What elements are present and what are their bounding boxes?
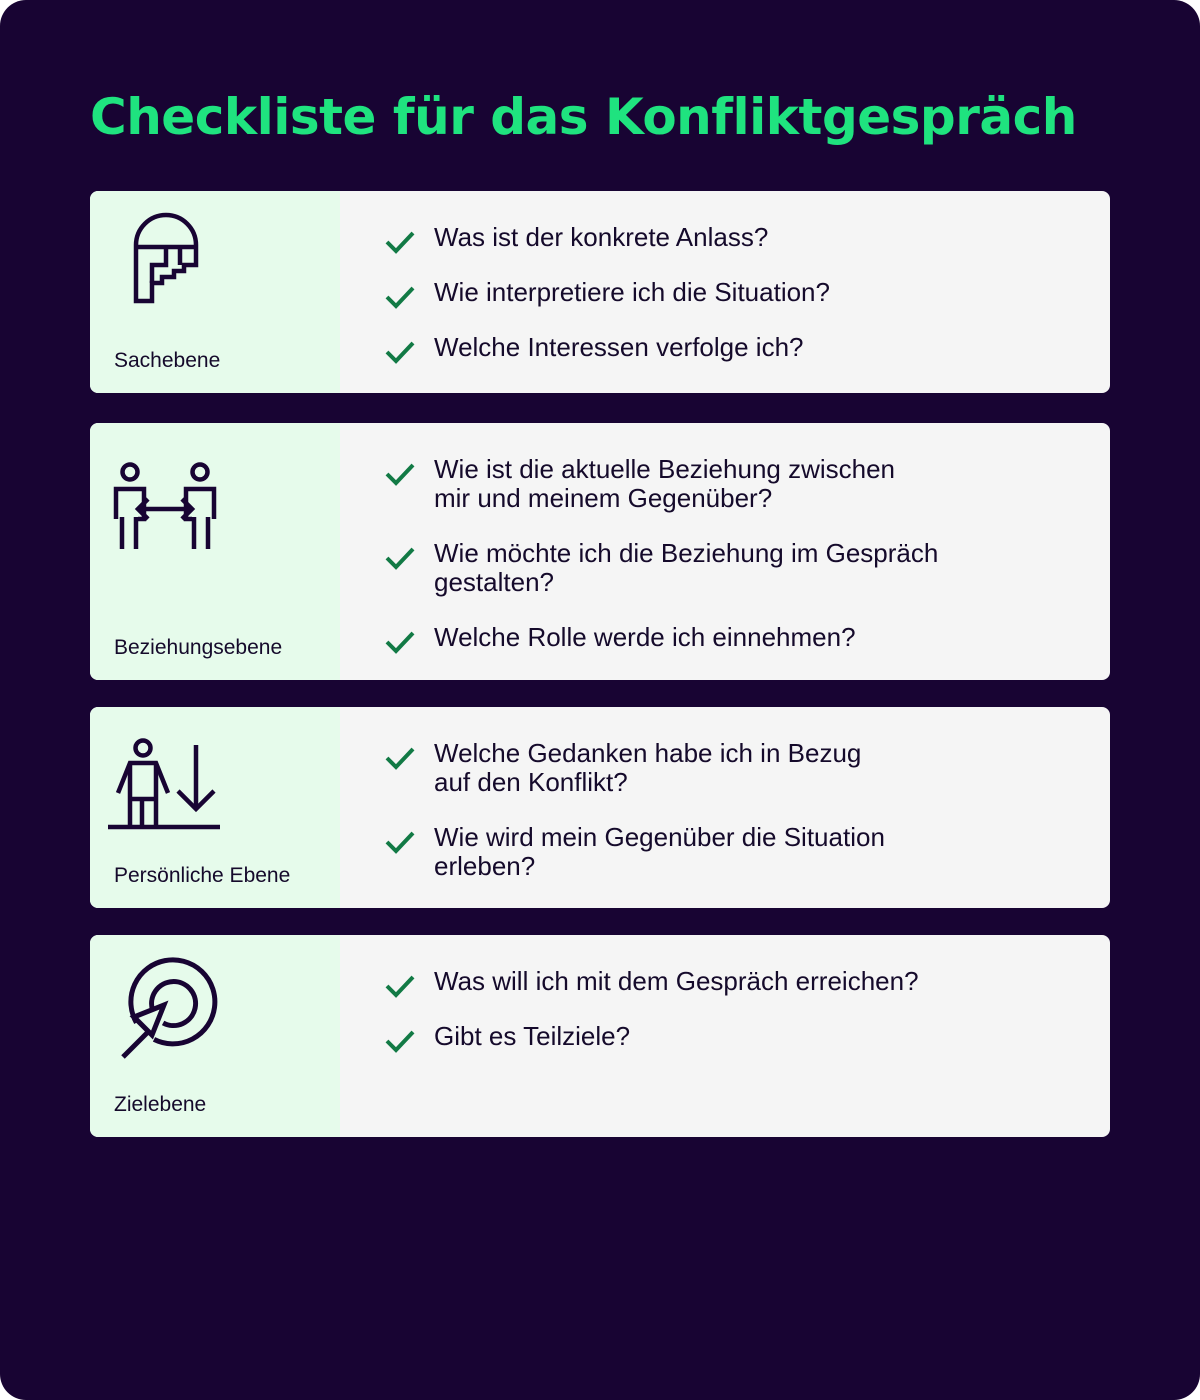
checklist [380, 223, 1070, 388]
check-icon [384, 461, 416, 487]
check-icon [384, 545, 416, 571]
check-icon [384, 629, 416, 655]
checklist-item-text: Wie interpretiere ich die Situation? [434, 277, 830, 307]
checklist [380, 967, 1070, 1077]
checklist-item-text: Was ist der konkrete Anlass? [434, 222, 769, 252]
check-icon [384, 829, 416, 855]
checklist-item-text: Welche Gedanken habe ich in Bezug auf den Konflikt? [434, 738, 862, 797]
check-icon [384, 229, 416, 255]
card-label: Beziehungsebene [114, 636, 283, 659]
two-people-arrow-icon [106, 439, 226, 549]
card-side [90, 935, 340, 1137]
checklist-item-text: Was will ich mit dem Gespräch erreichen? [434, 966, 919, 996]
checklist-item [380, 223, 1070, 252]
card-label: Sachebene [114, 349, 221, 372]
checklist-item [380, 823, 1070, 881]
card-label: Zielebene [114, 1093, 207, 1116]
check-icon [384, 339, 416, 365]
checklist-item [380, 739, 1070, 797]
checklist-item [380, 333, 1070, 362]
checklist-item [380, 455, 1070, 513]
card-beziehungsebene [90, 423, 1110, 680]
check-icon [384, 284, 416, 310]
head-profile-icon [106, 207, 226, 317]
checklist-item [380, 278, 1070, 307]
checklist-item [380, 1022, 1070, 1051]
check-icon [384, 1028, 416, 1054]
checklist [380, 455, 1070, 678]
check-icon [384, 745, 416, 771]
checklist-item-text: Welche Interessen verfolge ich? [434, 332, 804, 362]
card-zielebene [90, 935, 1110, 1137]
checklist-item-text: Welche Rolle werde ich einnehmen? [434, 622, 856, 652]
card-side [90, 707, 340, 908]
checklist-item [380, 539, 1070, 597]
person-down-arrow-icon [106, 723, 226, 833]
checklist [380, 739, 1070, 907]
checklist-item [380, 623, 1070, 652]
card-label: Persönliche Ebene [114, 864, 291, 887]
checklist-item-text: Wie möchte ich die Beziehung im Gespräch gestalten? [434, 538, 939, 597]
card-side [90, 191, 340, 393]
checklist-item-text: Wie wird mein Gegenüber die Situation erleben? [434, 822, 885, 881]
card-persoenliche-ebene [90, 707, 1110, 908]
card-sachebene [90, 191, 1110, 393]
check-icon [384, 973, 416, 999]
checklist-item-text: Gibt es Teilziele? [434, 1021, 631, 1051]
page-title: Checkliste für das Konfliktgespräch [90, 88, 1077, 146]
target-cursor-icon [106, 951, 226, 1061]
checklist-item-text: Wie ist die aktuelle Beziehung zwischen mir und meinem Gegenüber? [434, 454, 896, 513]
checklist-item [380, 967, 1070, 996]
card-side [90, 423, 340, 680]
